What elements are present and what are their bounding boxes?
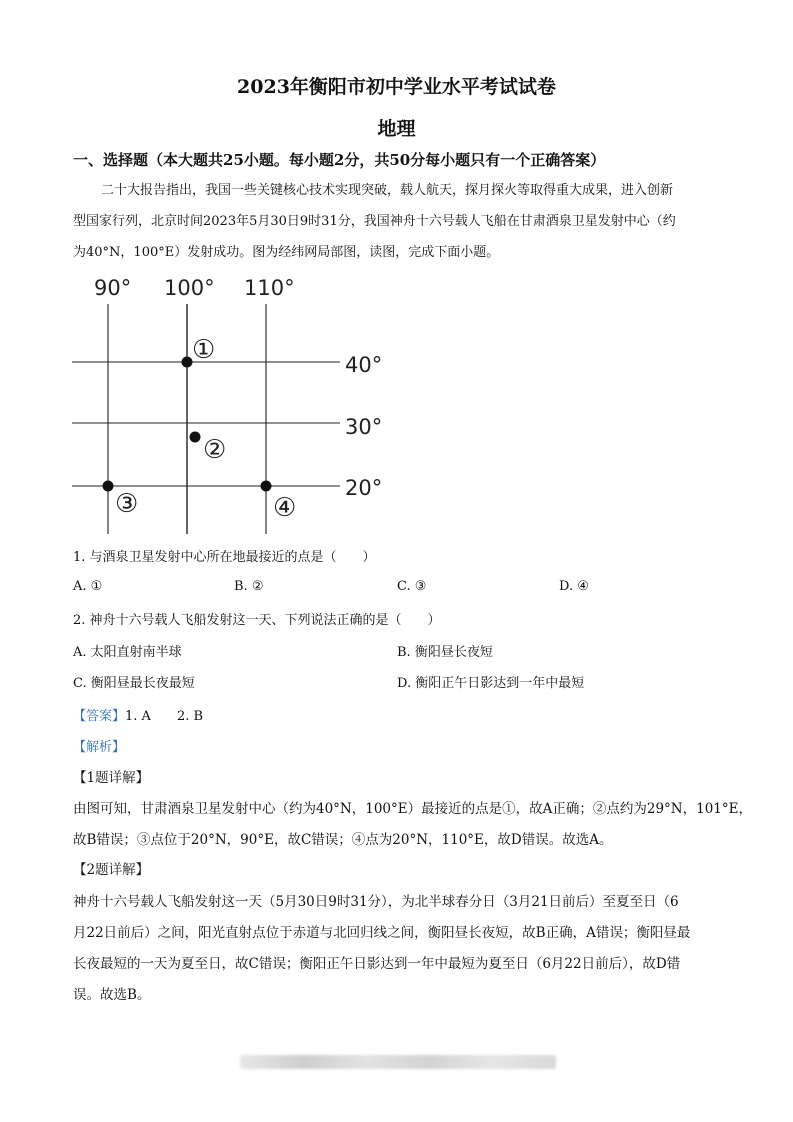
passage-line-1: 二十大报告指出，我国一些关键核心技术实现突破，载人航天，探月探火等取得重大成果，进入创新 [101, 183, 674, 198]
question-1-option-c[interactable]: C. ③ [397, 579, 427, 594]
lat-label-40: 40° [345, 353, 383, 377]
point-2-label: ② [203, 435, 227, 465]
point-3-label: ③ [115, 489, 139, 519]
point-4-label: ④ [273, 493, 297, 523]
question-1-option-d[interactable]: D. ④ [559, 579, 589, 594]
graticule-map [60, 270, 400, 538]
q1-detail-line-1: 由图可知，甘肃酒泉卫星发射中心（约为40°N，100°E）最接近的点是①，故A正确；②点约为29°N，101°E， [73, 801, 752, 817]
q2-detail-line-2: 月22日前后）之间，阳光直射点位于赤道与北回归线之间，衡阳昼长夜短，故B正确，A错误；衡阳昼最 [73, 925, 691, 941]
passage-line-3: 为40°N，100°E）发射成功。图为经纬网局部图，读图，完成下面小题。 [73, 245, 500, 260]
subject-title: 地理 [377, 118, 416, 140]
question-2-option-a[interactable]: A. 太阳直射南半球 [73, 645, 182, 660]
point-2-marker [190, 432, 201, 443]
q2-detail-line-3: 长夜最短的一天为夏至日，故C错误；衡阳正午日影达到一年中最短为夏至日（6月22日前后），故D错 [73, 956, 681, 972]
point-1-marker [182, 357, 193, 368]
exam-title: 2023年衡阳市初中学业水平考试试卷 [237, 76, 556, 98]
blurred-footer-watermark [240, 1055, 556, 1069]
section-heading: 一、选择题（本大题共25小题。每小题2分，共50分每小题只有一个正确答案） [73, 151, 606, 169]
question-1-option-a[interactable]: A. ① [73, 579, 103, 594]
point-3-marker [103, 481, 114, 492]
question-2-option-d[interactable]: D. 衡阳正午日影达到一年中最短 [397, 676, 585, 691]
answer-tag: 【答案】 [73, 709, 126, 724]
lon-label-90: 90° [94, 276, 132, 300]
question-2-option-c[interactable]: C. 衡阳昼最长夜最短 [73, 676, 195, 691]
answer-2: 2. B [176, 709, 204, 724]
question-1-stem: 1. 与酒泉卫星发射中心所在地最接近的点是（ ） [73, 550, 376, 565]
q1-detail-line-2: 故B错误；③点位于20°N，90°E，故C错误；④点为20°N，110°E，故D错误。故选A。 [73, 832, 613, 848]
q2-detail-line-1: 神舟十六号载人飞船发射这一天（5月30日9时31分），为北半球春分日（3月21日前后）至夏至日（6 [73, 894, 679, 910]
lat-label-20: 20° [345, 476, 383, 500]
q1-detail-heading: 【1题详解】 [73, 770, 150, 786]
q2-detail-heading: 【2题详解】 [73, 862, 150, 878]
point-1-label: ① [192, 335, 216, 365]
analysis-tag: 【解析】 [73, 740, 126, 755]
q2-detail-line-4: 误。故选B。 [73, 987, 151, 1003]
answer-1: 1. A [125, 709, 151, 724]
answer-row [73, 705, 203, 724]
question-2-option-b[interactable]: B. 衡阳昼长夜短 [397, 645, 493, 660]
lon-label-100: 100° [164, 276, 215, 300]
question-1-option-b[interactable]: B. ② [234, 579, 264, 594]
question-2-stem: 2. 神舟十六号载人飞船发射这一天、下列说法正确的是（ ） [73, 613, 441, 628]
lat-label-30: 30° [345, 415, 383, 439]
point-4-marker [261, 481, 272, 492]
passage-line-2: 型国家行列，北京时间2023年5月30日9时31分，我国神舟十六号载人飞船在甘肃酒泉卫星发射中心（约 [73, 214, 676, 229]
lon-label-110: 110° [244, 276, 295, 300]
